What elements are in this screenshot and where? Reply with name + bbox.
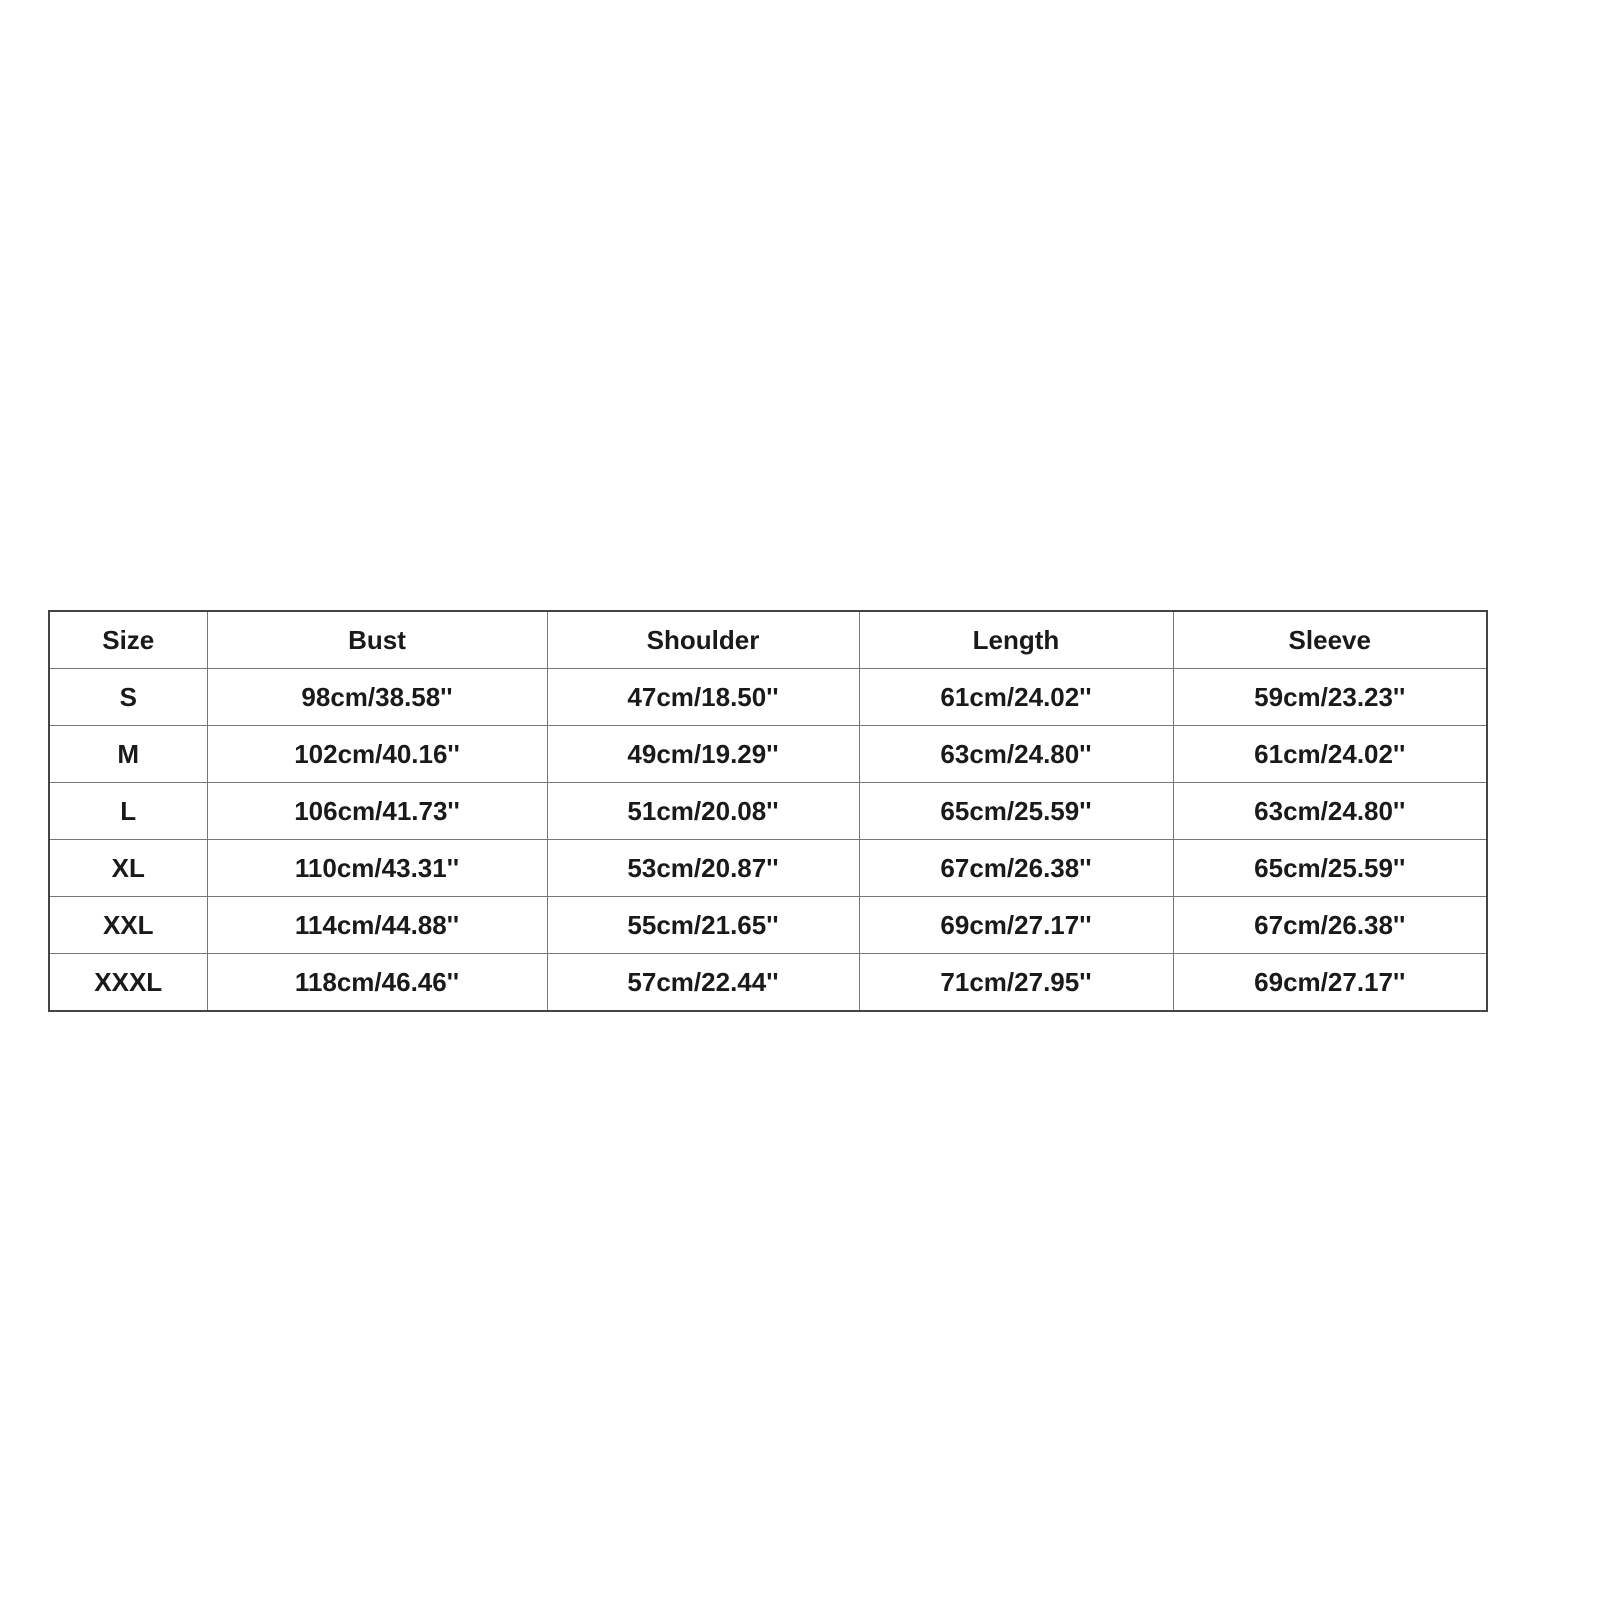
cell-size: M	[49, 726, 207, 783]
header-bust: Bust	[207, 611, 547, 669]
cell-size: XXL	[49, 897, 207, 954]
cell-size: XXXL	[49, 954, 207, 1012]
header-sleeve: Sleeve	[1173, 611, 1487, 669]
cell-length: 61cm/24.02''	[859, 669, 1173, 726]
cell-sleeve: 59cm/23.23''	[1173, 669, 1487, 726]
cell-shoulder: 53cm/20.87''	[547, 840, 859, 897]
cell-shoulder: 49cm/19.29''	[547, 726, 859, 783]
table-row	[49, 783, 1487, 840]
table-row	[49, 669, 1487, 726]
cell-bust: 114cm/44.88''	[207, 897, 547, 954]
cell-sleeve: 61cm/24.02''	[1173, 726, 1487, 783]
cell-size: XL	[49, 840, 207, 897]
cell-length: 69cm/27.17''	[859, 897, 1173, 954]
table-row	[49, 840, 1487, 897]
cell-shoulder: 57cm/22.44''	[547, 954, 859, 1012]
table-row	[49, 897, 1487, 954]
cell-length: 67cm/26.38''	[859, 840, 1173, 897]
cell-sleeve: 65cm/25.59''	[1173, 840, 1487, 897]
header-length: Length	[859, 611, 1173, 669]
cell-shoulder: 55cm/21.65''	[547, 897, 859, 954]
cell-length: 71cm/27.95''	[859, 954, 1173, 1012]
cell-shoulder: 47cm/18.50''	[547, 669, 859, 726]
size-chart-table	[48, 610, 1488, 1012]
table-header-row	[49, 611, 1487, 669]
cell-bust: 106cm/41.73''	[207, 783, 547, 840]
cell-length: 65cm/25.59''	[859, 783, 1173, 840]
cell-bust: 110cm/43.31''	[207, 840, 547, 897]
cell-size: S	[49, 669, 207, 726]
header-size: Size	[49, 611, 207, 669]
header-shoulder: Shoulder	[547, 611, 859, 669]
table-row	[49, 726, 1487, 783]
cell-sleeve: 67cm/26.38''	[1173, 897, 1487, 954]
cell-bust: 118cm/46.46''	[207, 954, 547, 1012]
cell-sleeve: 69cm/27.17''	[1173, 954, 1487, 1012]
cell-sleeve: 63cm/24.80''	[1173, 783, 1487, 840]
cell-bust: 102cm/40.16''	[207, 726, 547, 783]
cell-size: L	[49, 783, 207, 840]
cell-length: 63cm/24.80''	[859, 726, 1173, 783]
table-row	[49, 954, 1487, 1012]
cell-bust: 98cm/38.58''	[207, 669, 547, 726]
cell-shoulder: 51cm/20.08''	[547, 783, 859, 840]
